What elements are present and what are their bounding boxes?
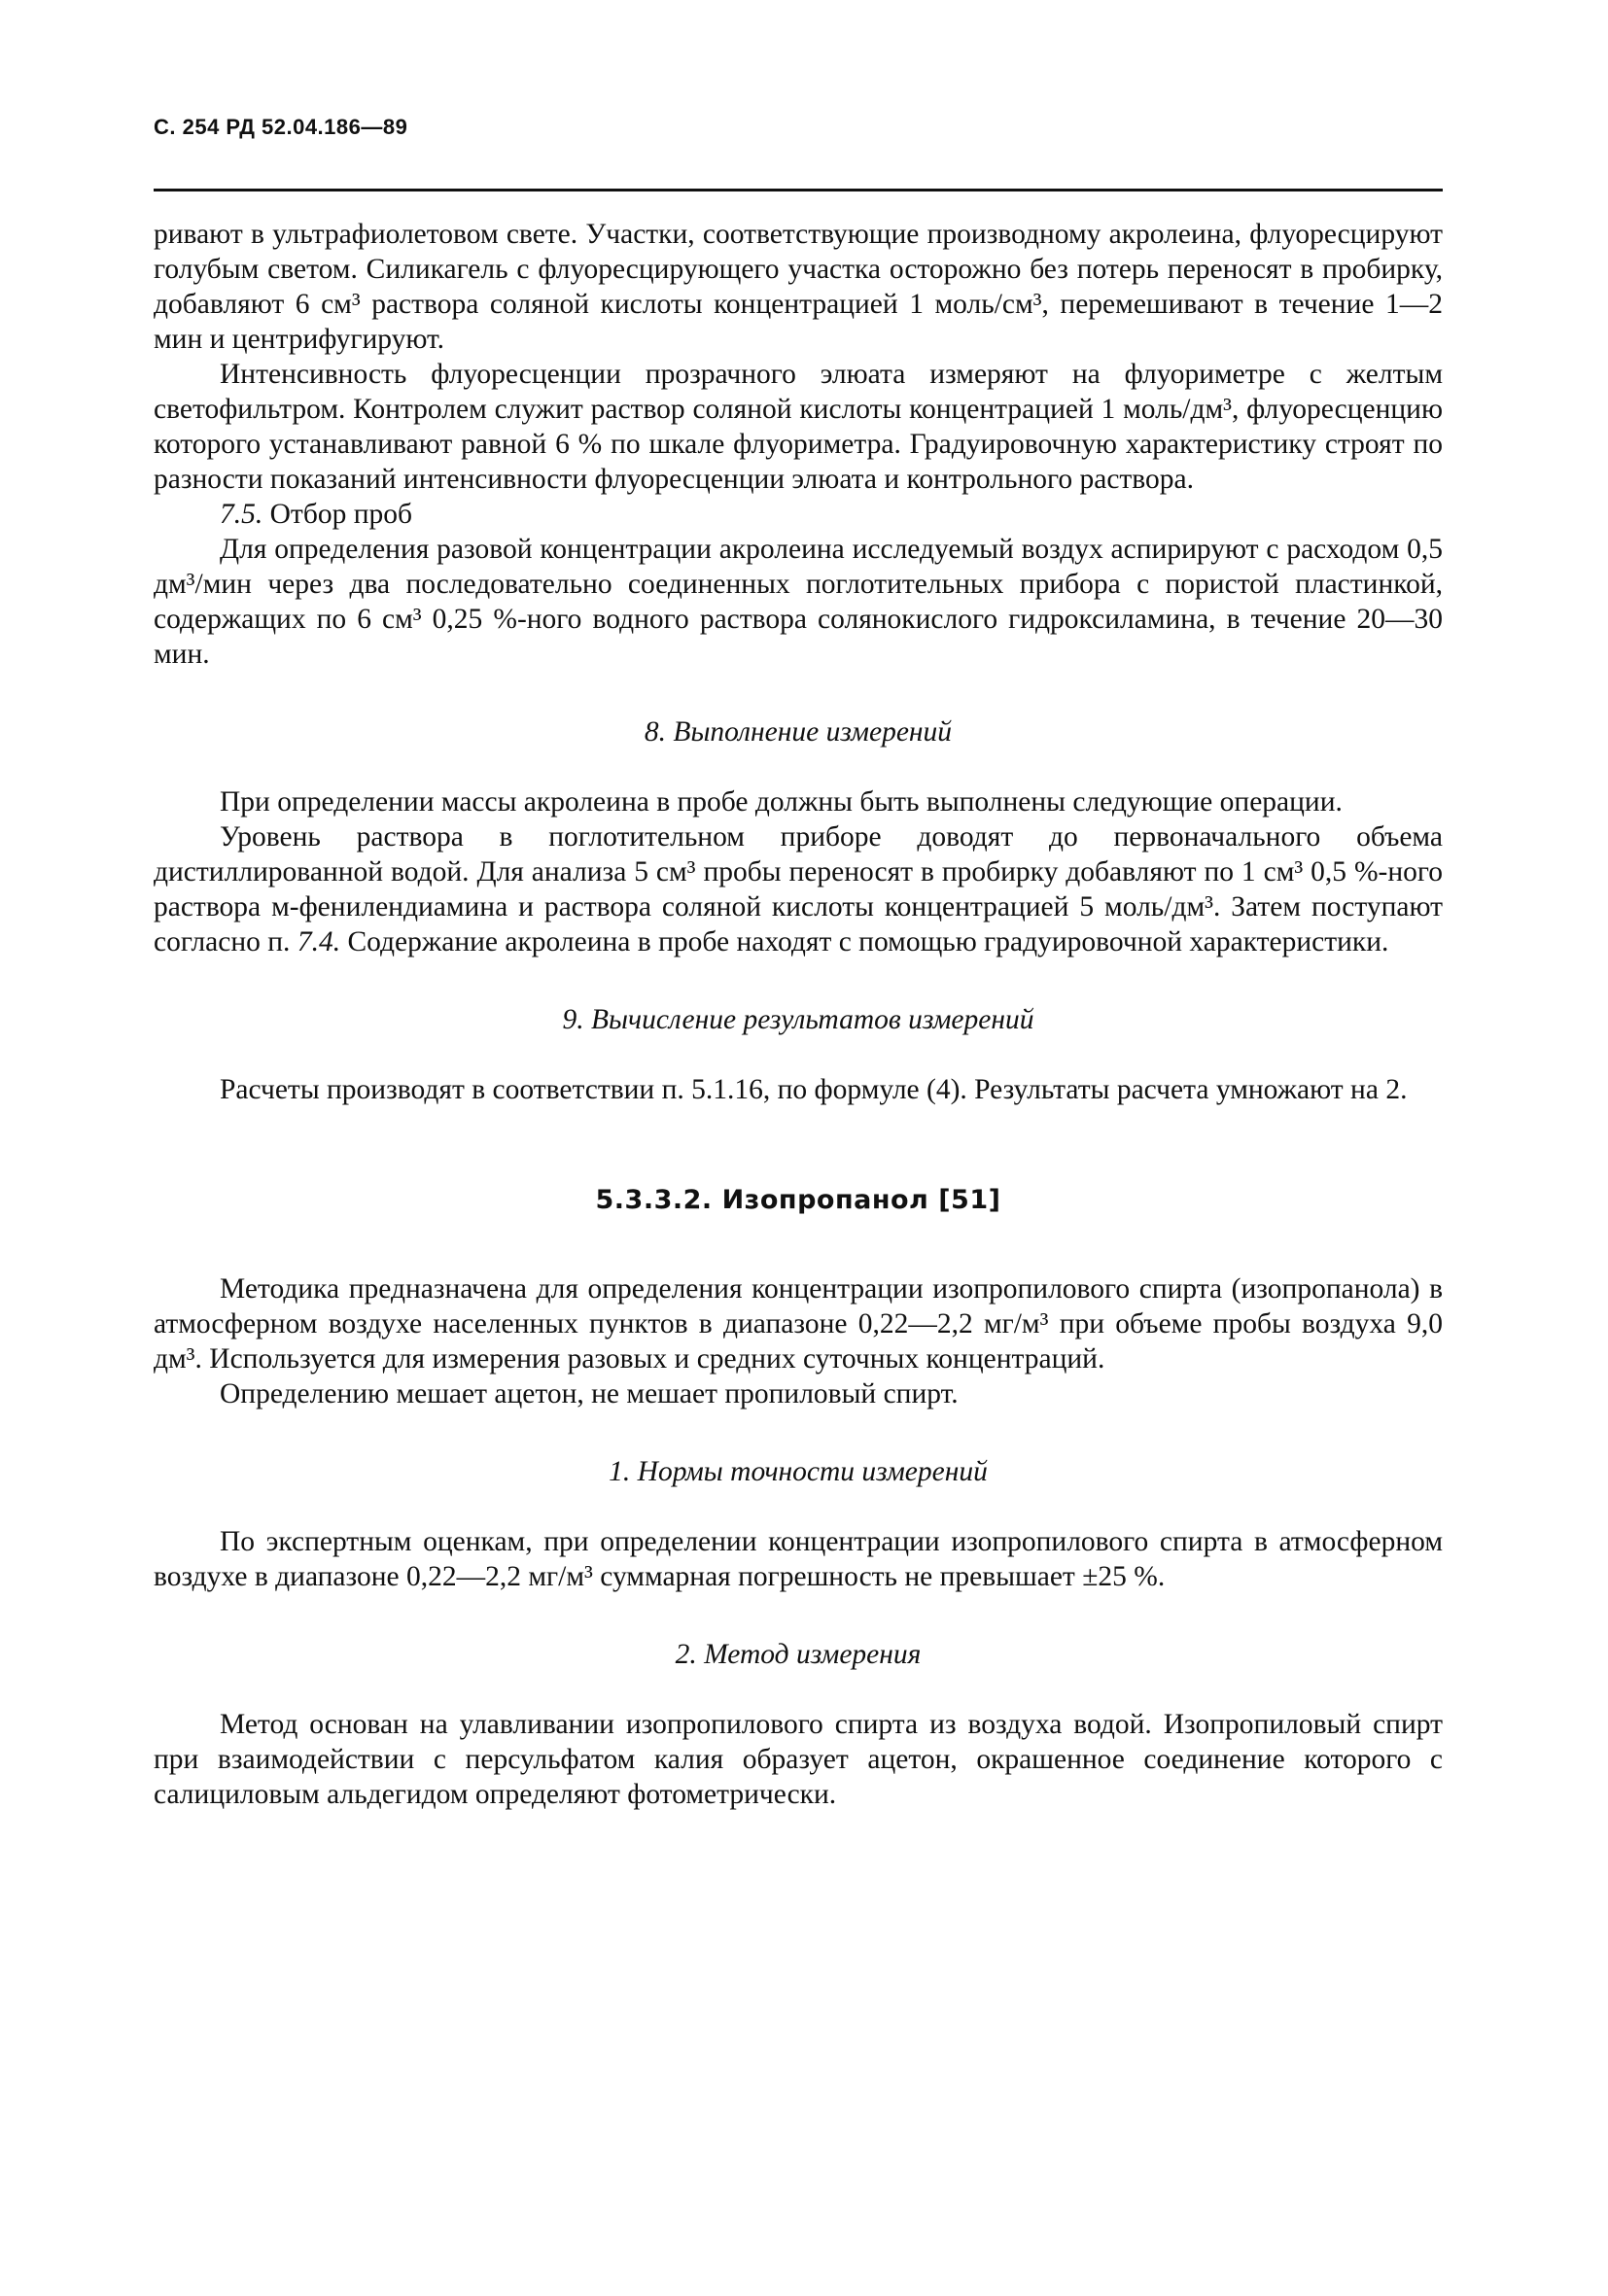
subsection-number: 7.5. [220,499,263,530]
method-title-isopropanol: 5.3.3.2. Изопропанол [51] [595,1185,1001,1215]
subsection-sampling [154,497,1443,532]
section-title-method: 2. Метод измерения [675,1639,922,1670]
section-title-accuracy: 1. Нормы точности измерений [609,1456,988,1487]
section-title-calculation: 9. Вычисление результатов измерений [562,1004,1034,1035]
paragraph-accuracy: По экспертным оценкам, при определении концентрации изопропилового спирта в атмосферном воздухе в диапазоне 0,22—2,2 мг/м³ суммарная погрешность не превышает ±25 %. [154,1526,1443,1592]
paragraph-method-purpose: Методика предназначена для определения концентрации изопропилового спирта (изопропанола) в атмосферном воздухе населенных пунктов в диапазоне 0,22—2,2 мг/м³ при объеме пробы воздуха 9,0 дм³. Используется для измерения разовых и средних суточных концентраций. [154,1273,1443,1374]
operations-reference: 7.4. [297,926,341,957]
paragraph-calculation: Расчеты производят в соответствии п. 5.1.16, по формуле (4). Результаты расчета умножают на 2. [220,1074,1408,1105]
paragraph-uv-fluorescence: ривают в ультрафиолетовом свете. Участки, соответствующие производному акролеина, флуоресцируют голубым светом. Силикагель с флуоресцирующего участка осторожно без потерь переносят в пробирку, добавляют 6 см³ раствора соляной кислоты концентрацией 1 моль/см³, перемешивают в течение 1—2 мин и центрифугируют. [154,219,1443,355]
paragraph-operations-detail [154,819,1443,959]
paragraph-interference: Определению мешает ацетон, не мешает пропиловый спирт. [220,1378,959,1409]
operations-text-a: Уровень раствора в поглотительном приборе доводят до первоначального объема дистиллированной водой. Для анализа 5 см³ пробы переносят в пробирку добавляют по 1 см³ 0,5 %-ного раствора м-фенилендиамина и раствора соляной кислоты концентрацией 5 моль/дм³. Затем поступают согласно п. [154,821,1443,957]
page-header: С. 254 РД 52.04.186—89 [154,115,408,139]
document-page [154,115,1443,1812]
paragraph-fluorimeter: Интенсивность флуоресценции прозрачного элюата измеряют на флуориметре с желтым светофильтром. Контролем служит раствор соляной кислоты концентрацией 1 моль/дм³, флуоресценцию которого устанавливают равной 6 % по шкале флуориметра. Градуировочную характеристику строят по разности показаний интенсивности флуоресценции элюата и контрольного раствора. [154,359,1443,495]
subsection-label: Отбор проб [262,499,413,530]
paragraph-method-principle: Метод основан на улавливании изопропилового спирта из воздуха водой. Изопропиловый спирт при взаимодействии с персульфатом калия образует ацетон, окрашенное соединение которого с салициловым альдегидом определяют фотометрически. [154,1709,1443,1810]
operations-text-b: Содержание акролеина в пробе находят с помощью градуировочной характеристики. [340,926,1389,957]
header-rule [154,189,1443,191]
paragraph-operations-intro: При определении массы акролеина в пробе должны быть выполнены следующие операции. [220,786,1343,818]
section-title-measurements: 8. Выполнение измерений [644,716,953,748]
paragraph-sampling-procedure: Для определения разовой концентрации акролеина исследуемый воздух аспирируют с расходом 0,5 дм³/мин через два последовательно соединенных поглотительных прибора с пористой пластинкой, содержащих по 6 см³ 0,25 %-ного водного раствора солянокислого гидроксиламина, в течение 20—30 мин. [154,534,1443,670]
